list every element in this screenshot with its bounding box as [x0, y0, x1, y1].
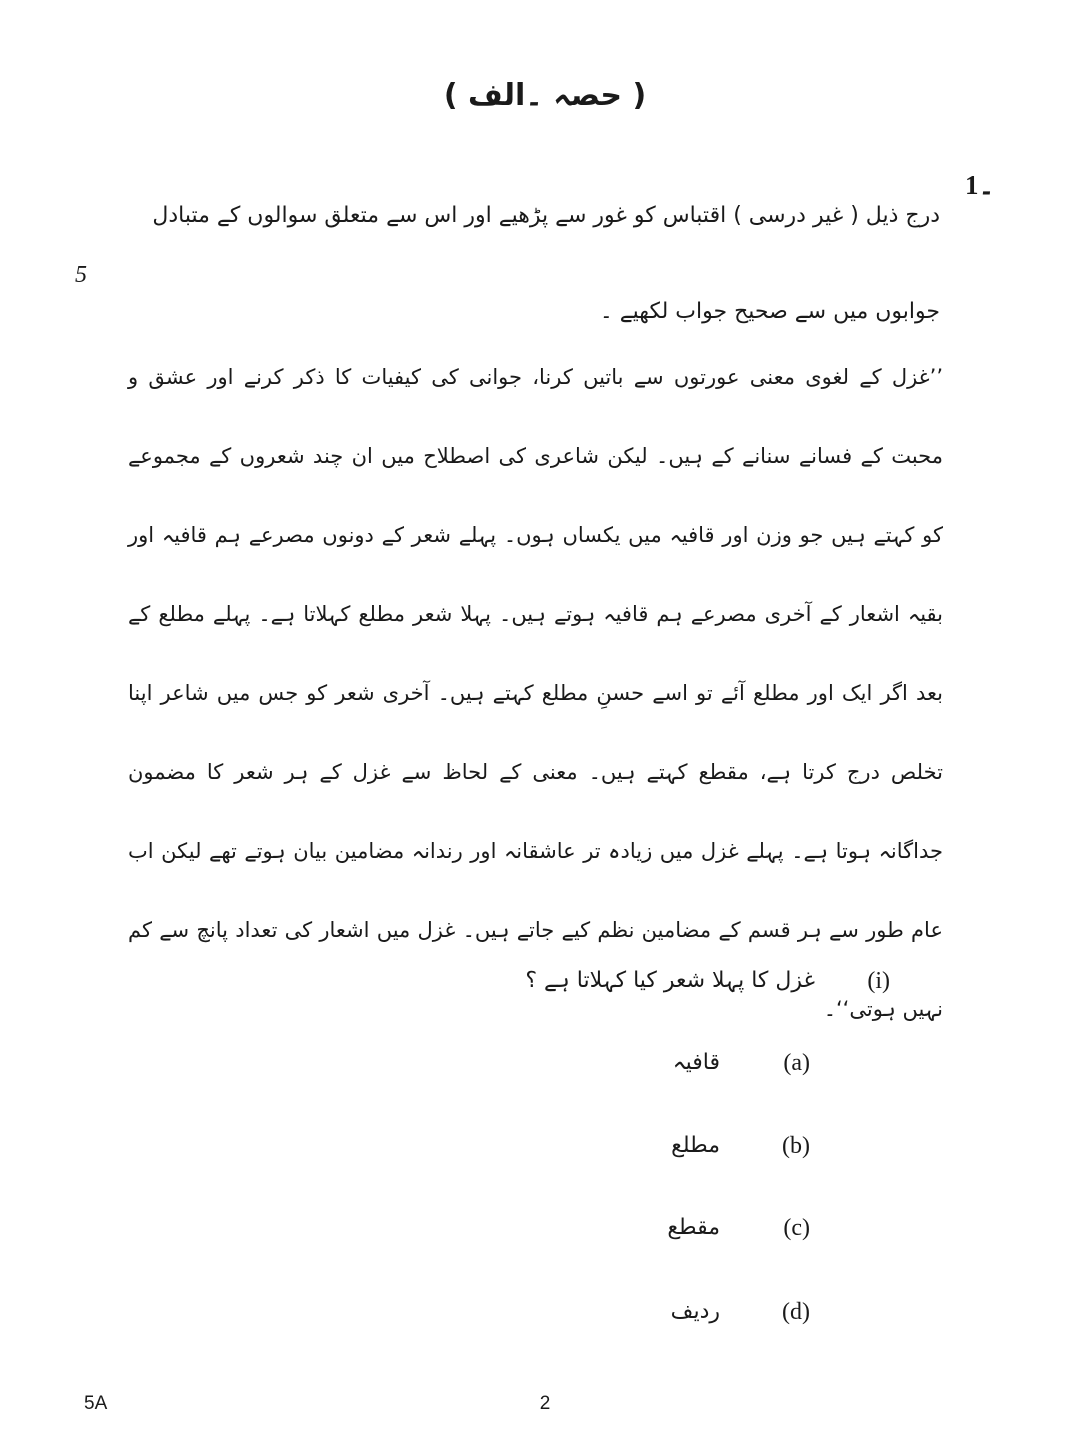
- question-number: 1۔: [965, 170, 995, 200]
- option-text: مقطع: [667, 1215, 720, 1240]
- option-b: [600, 1131, 840, 1171]
- sub-question-text: غزل کا پہلا شعر کیا کہلاتا ہے ؟: [525, 968, 815, 993]
- option-label: (c): [783, 1215, 810, 1241]
- option-d: [600, 1297, 840, 1337]
- passage-text: ’’غزل کے لغوی معنی عورتوں سے باتیں کرنا، جوانی کی کیفیات کا ذکر کرنے اور عشق و محبت کے فسانے سنانے کے ہیں۔ لیکن شاعری کی اصطلاح میں ان چند شعروں کے مجموعے کو کہتے ہیں جو وزن اور قافیہ میں یکساں ہوں۔ پہلے شعر کے دونوں مصرعے ہم قافیہ اور بقیہ اشعار کے آخری مصرعے ہم قافیہ ہوتے ہیں۔ پہلا شعر مطلع کہلاتا ہے۔ پہلے مطلع کے بعد اگر ایک اور مطلع آئے تو اسے حسنِ مطلع کہتے ہیں۔ آخری شعر کو جس میں شاعر اپنا تخلص درج کرتا ہے، مقطع کہتے ہیں۔ معنی کے لحاظ سے غزل کے ہر شعر کا مضمون جداگانہ ہوتا ہے۔ پہلے غزل میں زیادہ تر عاشقانہ اور رندانہ مضامین بیان ہوتے تھے لیکن اب عام طور سے ہر قسم کے مضامین نظم کیے جاتے ہیں۔ غزل میں اشعار کی تعداد پانچ سے کم نہیں ہوتی‘‘۔: [128, 365, 943, 1021]
- page-number: 2: [539, 1393, 551, 1414]
- question-instruction: درج ذیل ( غیر درسی ) اقتباس کو غور سے پڑھیے اور اس سے متعلق سوالوں کے متبادل جوابوں میں سے صحیح جواب لکھیے ۔: [152, 203, 940, 324]
- question-marks: 5: [75, 262, 87, 288]
- option-a: [600, 1048, 840, 1088]
- section-title: ( حصہ ۔الف ): [443, 78, 647, 113]
- option-text: قافیہ: [672, 1050, 720, 1075]
- option-text: مطلع: [671, 1133, 720, 1158]
- option-c: [600, 1213, 840, 1253]
- sub-question-label: (i): [867, 968, 890, 994]
- option-label: (b): [782, 1133, 810, 1159]
- option-label: (a): [783, 1050, 810, 1076]
- option-label: (d): [782, 1299, 810, 1325]
- option-text: ردیف: [670, 1299, 720, 1324]
- sub-question-i: [400, 966, 930, 1006]
- paper-code: 5A: [84, 1393, 108, 1414]
